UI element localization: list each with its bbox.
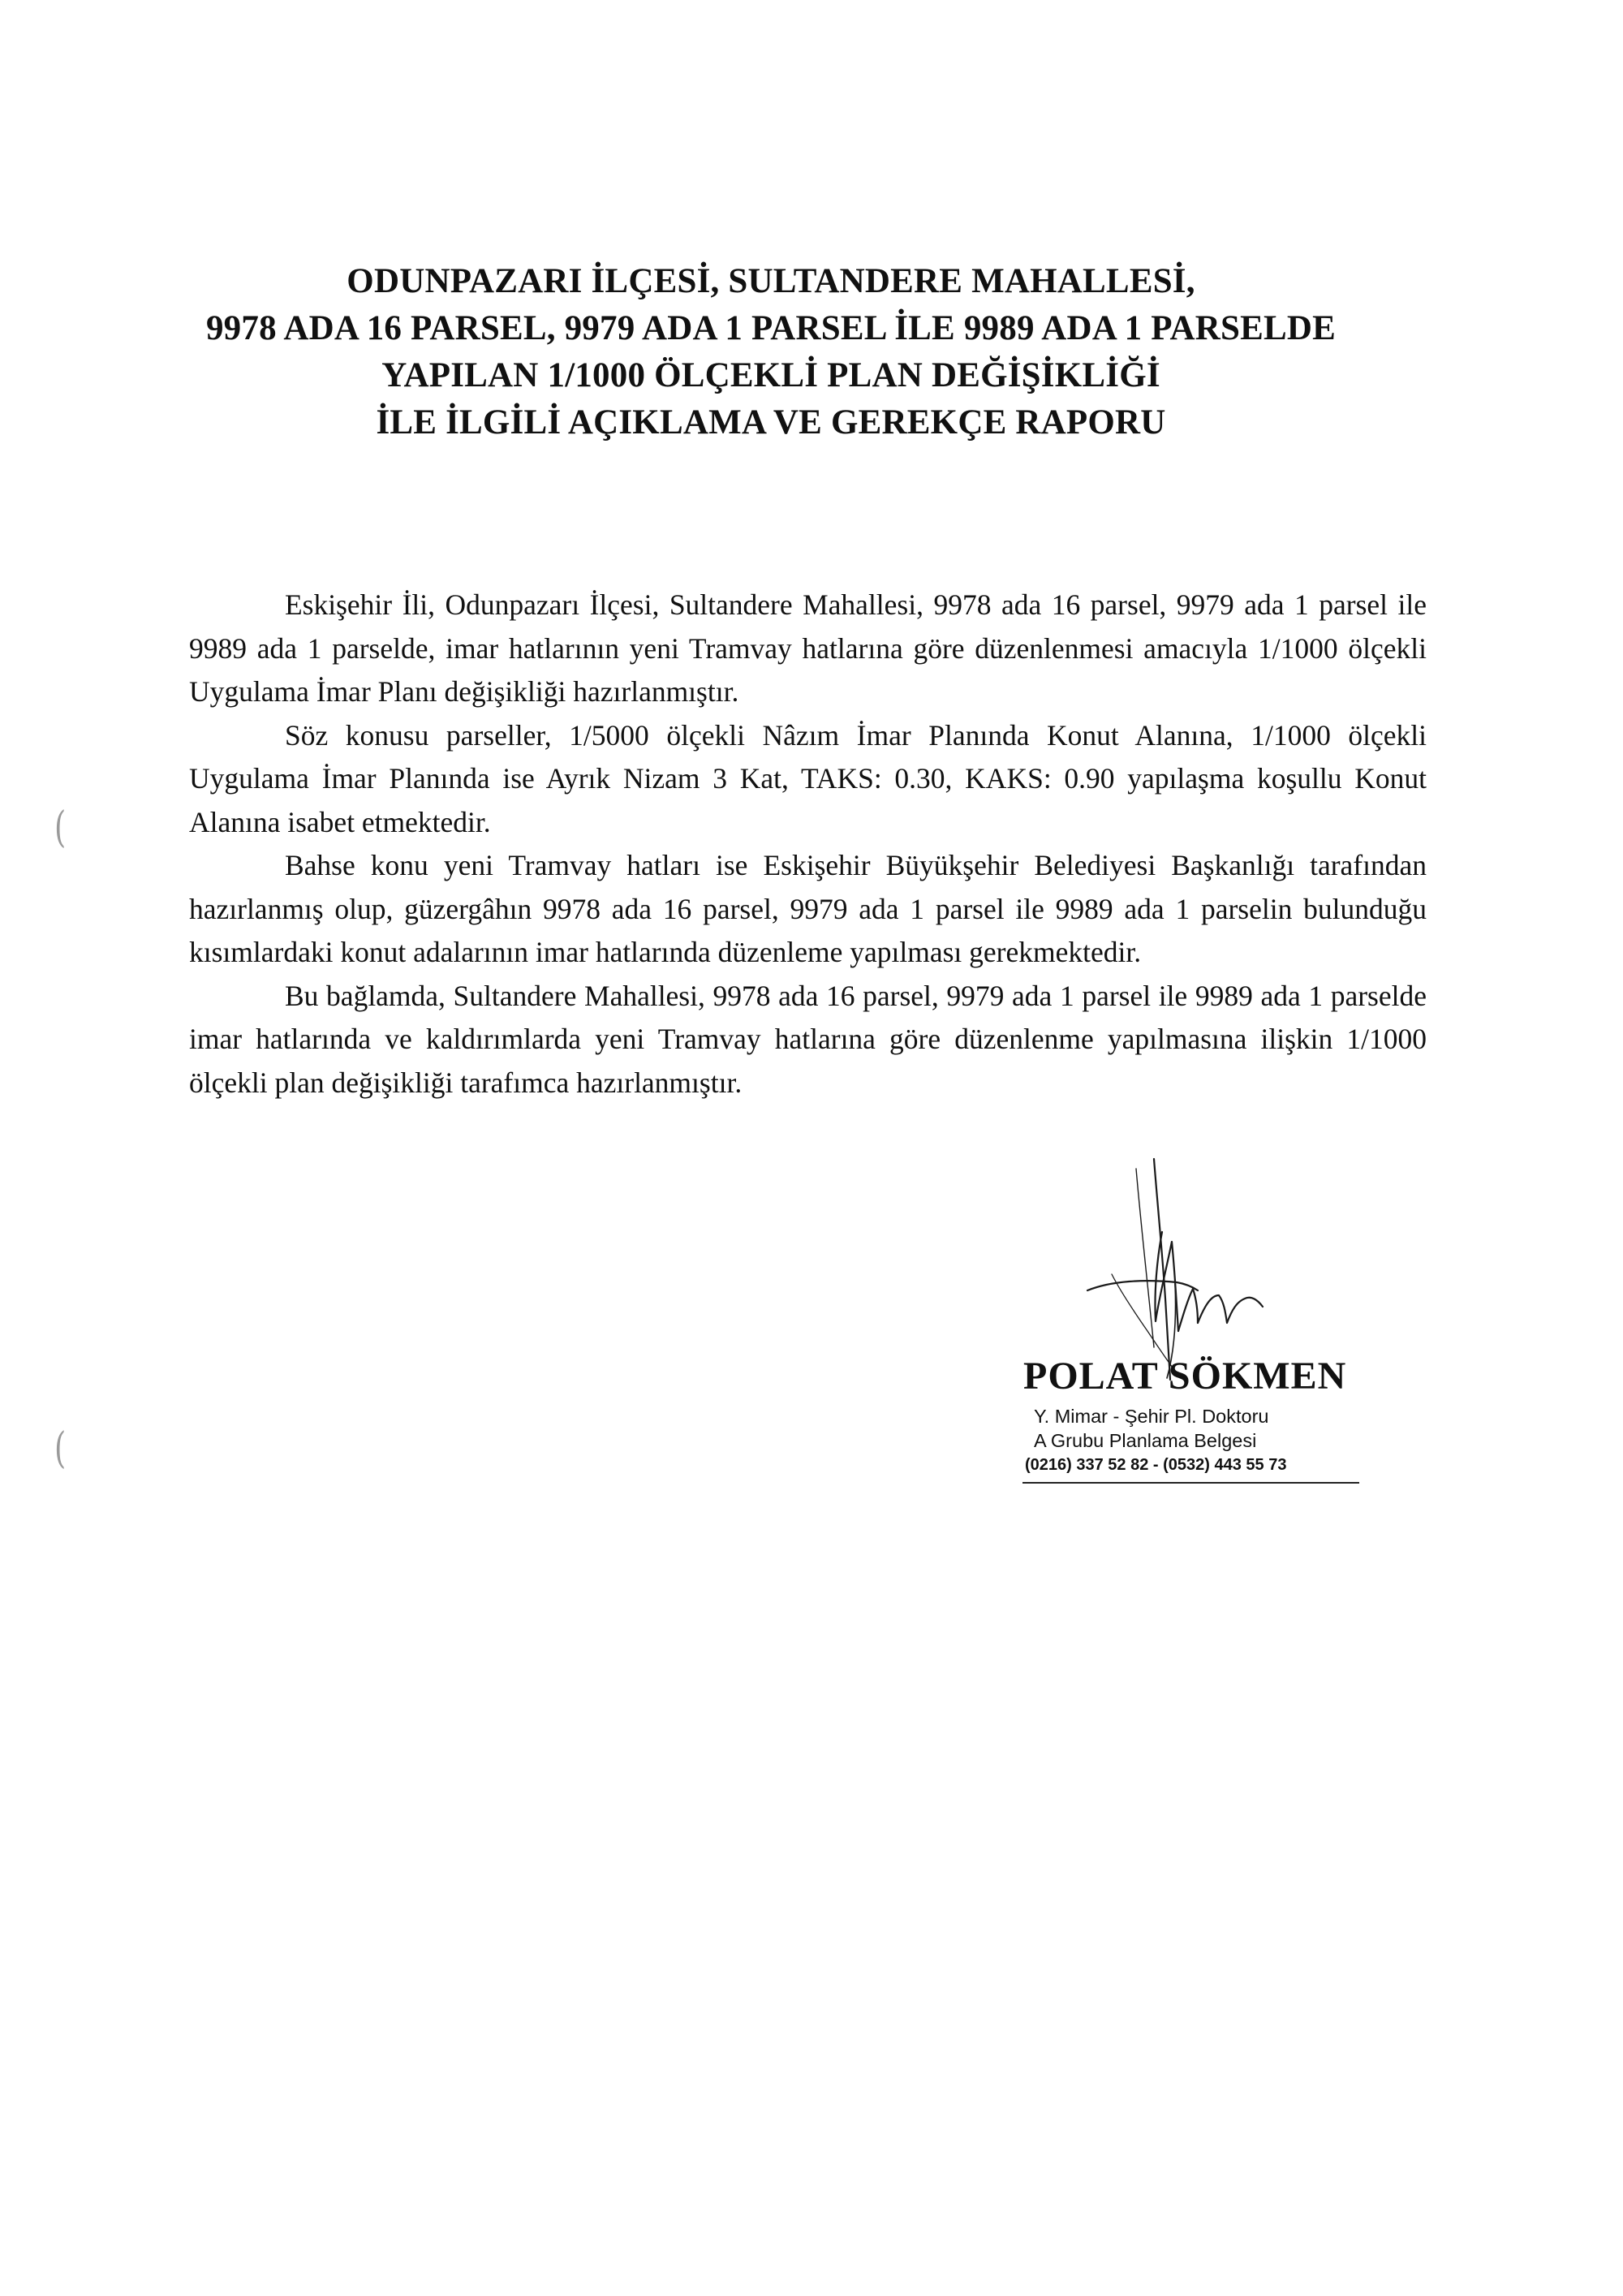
paragraph-2: Söz konusu parseller, 1/5000 ölçekli Nâzım İmar Planında Konut Alanına, 1/1000 ölçekli Uygulama İmar Planında ise Ayrık Nizam 3 Kat, TAKS: 0.30, KAKS: 0.90 yapılaşma koşullu Konut Alanına isabet etmektedir. [189,718,1427,838]
stamp-underline [1022,1482,1359,1484]
title-line-3: YAPILAN 1/1000 ÖLÇEKLİ PLAN DEĞİŞİKLİĞİ [381,356,1160,394]
signature-stamp-block [974,1136,1428,1526]
title-line-1: ODUNPAZARI İLÇESİ, SULTANDERE MAHALLESİ, [347,262,1195,300]
paragraph-4: Bu bağlamda, Sultandere Mahallesi, 9978 ada 16 parsel, 9979 ada 1 parsel ile 9989 ada 1 parselde imar hatlarında ve kaldırımlarda yeni Tramvay hatlarına göre düzenlenme yapılmasına ilişkin 1/1000 ölçekli plan değişikliği tarafımca hazırlanmıştır. [189,979,1427,1099]
paragraph-3: Bahse konu yeni Tramvay hatları ise Eskişehir Büyükşehir Belediyesi Başkanlığı tarafından hazırlanmış olup, güzergâhın 9978 ada 16 parsel, 9979 ada 1 parsel ile 9989 ada 1 parselin bulunduğu kısımlardaki konut adalarının imar hatlarında düzenleme yapılması gerekmektedir. [189,849,1427,968]
stamp-certificate: A Grubu Planlama Belgesi [1034,1430,1257,1451]
stamp-name: POLAT SÖKMEN [1023,1355,1347,1398]
report-body [189,584,1427,1105]
title-line-2: 9978 ADA 16 PARSEL, 9979 ADA 1 PARSEL İLE 9989 ADA 1 PARSELDE [205,309,1337,347]
stamp-title: Y. Mimar - Şehir Pl. Doktoru [1034,1406,1269,1427]
paragraph-1: Eskişehir İli, Odunpazarı İlçesi, Sultandere Mahallesi, 9978 ada 16 parsel, 9979 ada 1 parsel ile 9989 ada 1 parselde, imar hatlarının yeni Tramvay hatlarına göre düzenlenmesi amacıyla 1/1000 ölçekli Uygulama İmar Planı değişikliği hazırlanmıştır. [189,588,1427,708]
title-line-4: İLE İLGİLİ AÇIKLAMA VE GEREKÇE RAPORU [376,403,1166,442]
binder-hole-mark-1: ( [54,803,67,852]
stamp-phone: (0216) 337 52 82 - (0532) 443 55 73 [1025,1456,1287,1474]
binder-hole-mark-2: ( [54,1424,67,1473]
report-title [122,258,1420,446]
